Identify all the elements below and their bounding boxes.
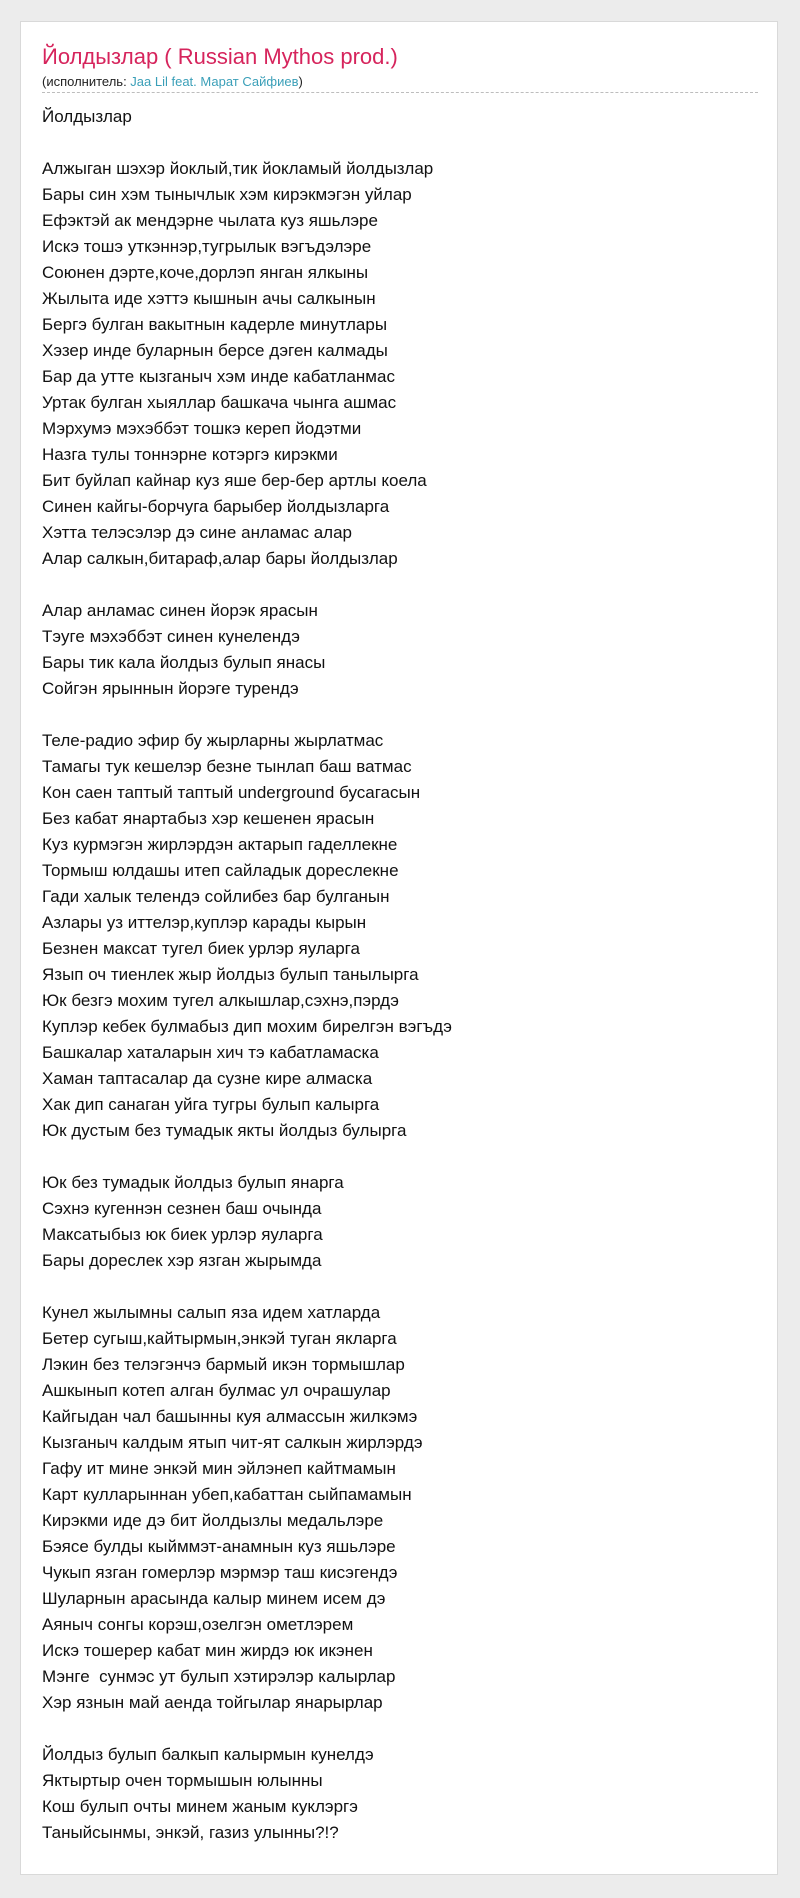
lyric-line: Кайгыдан чал башынны куя алмассын жилкэмэ bbox=[42, 1407, 418, 1426]
lyric-line: Назга тулы тоннэрне котэргэ кирэкми bbox=[42, 445, 338, 464]
performer-line bbox=[42, 72, 758, 92]
lyric-line: Ашкынып котеп алган булмас ул очрашулар bbox=[42, 1381, 391, 1400]
lyric-line: Мэрхумэ мэхэббэт тошкэ кереп йодэтми bbox=[42, 419, 362, 438]
lyric-line: Юк безгэ мохим тугел алкышлар,сэхнэ,пэрдэ bbox=[42, 991, 399, 1010]
lyric-line: Кон саен таптый таптый underground бусагасын bbox=[42, 783, 421, 802]
lyric-line: Безнен максат тугел биек урлэр яуларга bbox=[42, 939, 360, 958]
lyric-line: Алар анламас синен йорэк ярасын bbox=[42, 601, 318, 620]
lyric-line: Юк дустым без тумадык якты йолдыз булырга bbox=[42, 1121, 407, 1140]
lyric-line: Бары тик кала йолдыз булып янасы bbox=[42, 653, 326, 672]
lyric-line: Жылыта иде хэттэ кышнын ачы салкынын bbox=[42, 289, 376, 308]
lyric-line: Куплэр кебек булмабыз дип мохим бирелгэн вэгъдэ bbox=[42, 1017, 452, 1036]
stanza-gap bbox=[42, 1144, 758, 1170]
lyric-line: Куз курмэгэн жирлэрдэн актарып гаделлекне bbox=[42, 835, 398, 854]
lyric-line: Бар да утте кызганыч хэм инде кабатланмас bbox=[42, 367, 395, 386]
stanza-gap bbox=[42, 702, 758, 728]
lyric-line: Союнен дэртe,кочe,дорлэп янган ялкыны bbox=[42, 263, 369, 282]
stanza-gap bbox=[42, 572, 758, 598]
lyric-line: Чукып язган гомерлэр мэрмэр таш кисэгендэ bbox=[42, 1563, 398, 1582]
lyrics-text bbox=[42, 104, 758, 1846]
lyric-line: Бит буйлап кайнар куз яше бер-бер артлы коела bbox=[42, 471, 427, 490]
lyric-line: Гафу ит мине энкэй мин эйлэнеп кайтмамын bbox=[42, 1459, 396, 1478]
lyric-line: Ефэктэй ак мендэрне чылата куз яшьлэре bbox=[42, 211, 378, 230]
lyric-line: Гади халык телендэ сойлибез бар булганын bbox=[42, 887, 390, 906]
lyric-line: Азлары уз иттелэр,куплэр карады кырын bbox=[42, 913, 367, 932]
content-card bbox=[20, 21, 778, 1875]
lyric-line: Хаман таптасалар да сузне кире алмаска bbox=[42, 1069, 373, 1088]
lyric-line: Язып оч тиенлек жыр йолдыз булып танылырга bbox=[42, 965, 419, 984]
lyric-line: Бэясе булды кыйммэт-анамнын куз яшьлэре bbox=[42, 1537, 396, 1556]
lyric-line: Хэтта телэсэлэр дэ сине анламас алар bbox=[42, 523, 352, 542]
stanza-gap bbox=[42, 1274, 758, 1300]
lyric-line: Алар салкын,битараф,алар бары йолдызлар bbox=[42, 549, 398, 568]
lyric-line: Мэнге сунмэс ут булып хэтирэлэр калырлар bbox=[42, 1667, 396, 1686]
lyric-line: Сэхнэ кугеннэн сезнен баш очында bbox=[42, 1199, 322, 1218]
lyric-line: Искэ тошэ уткэннэр,тугрылык вэгъдэлэре bbox=[42, 237, 372, 256]
lyric-line: Юк без тумадык йолдыз булып янарга bbox=[42, 1173, 344, 1192]
lyric-line: Бары син хэм тынычлык хэм кирэкмэгэн уйлар bbox=[42, 185, 412, 204]
lyric-line: Теле-радио эфир бу жырларны жырлатмас bbox=[42, 731, 384, 750]
lyrics-heading: Йолдызлар bbox=[42, 107, 132, 126]
lyric-line: Карт кулларыннан убеп,кабаттан сыйпамамын bbox=[42, 1485, 412, 1504]
feat-link[interactable]: feat. bbox=[167, 74, 201, 89]
performer-prefix: (исполнитель: bbox=[42, 74, 131, 89]
lyric-line: Тормыш юлдашы итеп сайладык дореслекне bbox=[42, 861, 399, 880]
artist-link-jaa-lil[interactable]: Jaa Lil bbox=[130, 74, 168, 89]
lyric-line: Алжыган шэхэр йоклый,тик йокламый йолдызлар bbox=[42, 159, 434, 178]
lyric-line: Тэуге мэхэббэт синен кунелендэ bbox=[42, 627, 300, 646]
lyric-line: Бетер сугыш,кайтырмын,энкэй туган якларга bbox=[42, 1329, 397, 1348]
lyric-line: Яктыртыр очен тормышын юлынны bbox=[42, 1771, 323, 1790]
lyric-line: Хэр язнын май аенда тойгылар янарырлар bbox=[42, 1693, 383, 1712]
lyric-line: Искэ тошерер кабат мин жирдэ юк икэнен bbox=[42, 1641, 373, 1660]
lyric-line: Таныйсынмы, энкэй, газиз улынны?!? bbox=[42, 1823, 339, 1842]
performer-suffix: ) bbox=[298, 74, 303, 89]
lyric-line: Тамагы тук кешелэр безне тынлап баш ватмас bbox=[42, 757, 412, 776]
lyric-line: Кызганыч калдым ятып чит-ят салкын жирлэрдэ bbox=[42, 1433, 423, 1452]
lyric-line: Йолдыз булып балкып калырмын кунелдэ bbox=[42, 1745, 374, 1764]
song-content bbox=[42, 42, 758, 1846]
lyric-line: Башкалар хаталарын хич тэ кабатламаска bbox=[42, 1043, 379, 1062]
lyric-line: Сойгэн ярыннын йорэге турендэ bbox=[42, 679, 299, 698]
title-divider bbox=[42, 92, 758, 93]
lyric-line: Шуларнын арасында калыр минем исем дэ bbox=[42, 1589, 386, 1608]
lyric-line: Без кабат янартабыз хэр кешенен ярасын bbox=[42, 809, 375, 828]
lyric-line: Уртак булган хыяллар башкача чынга ашмас bbox=[42, 393, 397, 412]
lyric-line: Хак дип санаган уйга тугры булып калырга bbox=[42, 1095, 380, 1114]
stanza-gap bbox=[42, 1716, 758, 1742]
artist-link-marat-saifiev[interactable]: Марат Сайфиев bbox=[200, 74, 299, 89]
lyric-line: Лэкин без телэгэнчэ бармый икэн тормышлар bbox=[42, 1355, 405, 1374]
lyric-line: Бергэ булган вакытнын кадерле минутлары bbox=[42, 315, 388, 334]
lyric-line: Кош булып очты минем жаным куклэргэ bbox=[42, 1797, 358, 1816]
lyric-line: Максатыбыз юк биек урлэр яуларга bbox=[42, 1225, 323, 1244]
song-title: Йолдызлар ( Russian Mythos prod.) bbox=[42, 44, 398, 69]
lyric-line: Кунел жылымны салып яза идем хатларда bbox=[42, 1303, 381, 1322]
lyric-line: Аяныч сонгы корэш,озелгэн ометлэрем bbox=[42, 1615, 354, 1634]
stanza-gap bbox=[42, 130, 758, 156]
lyric-line: Кирэкми иде дэ бит йолдызлы медальлэре bbox=[42, 1511, 384, 1530]
lyric-line: Хэзер инде буларнын берсе дэген калмады bbox=[42, 341, 388, 360]
lyric-line: Бары дореслек хэр язган жырымда bbox=[42, 1251, 322, 1270]
lyric-line: Синен кайгы-борчуга барыбер йолдызларга bbox=[42, 497, 390, 516]
